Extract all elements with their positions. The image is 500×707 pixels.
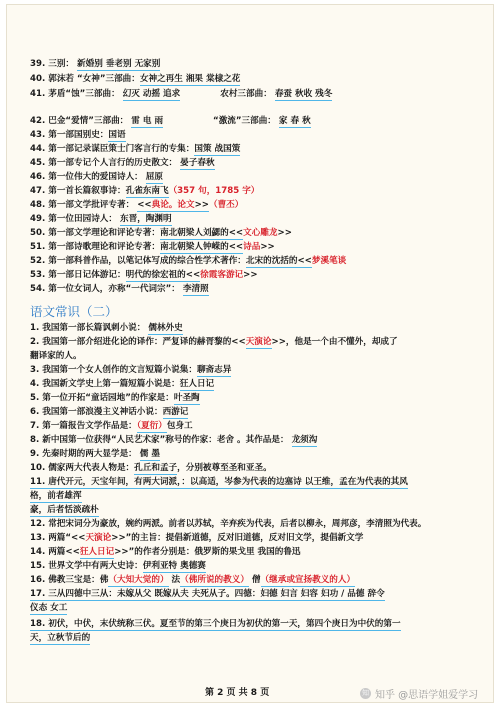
- list-item: 仪态 女工: [30, 603, 68, 613]
- list-item: 13. 两篇“<<天演论>>”的主旨：提倡新道德，反对旧道德，反对旧文学，提倡新文学: [30, 533, 364, 543]
- list-item: 9. 先秦时期的两大显学是： 儒 墨: [30, 449, 160, 459]
- item-54: 54. 第一位女词人，亦称“一代词宗”： 李清照: [30, 284, 209, 294]
- item-49: 49. 第一位田园诗人： 东晋，陶渊明: [30, 214, 172, 224]
- zhihu-icon: 知: [362, 689, 369, 697]
- list-item: 17. 三从四德中三从：未嫁从父 既嫁从夫 夫死从子。四德：妇德 妇言 妇容 妇功 / 品德 辞令: [30, 589, 385, 599]
- item-42: 42. 巴金“爱情”三部曲： 雷 电 雨 “激流”三部曲： 家 春 秋: [30, 116, 311, 126]
- list-item: 5. 第一位开拓“童话园地”的作家是：叶圣陶: [30, 393, 200, 403]
- watermark-text: 知乎 @思语学姐爱学习: [375, 690, 479, 701]
- item-43: 43. 第一部国别史：国语: [30, 130, 126, 140]
- item-51: 51. 第一部诗歌理论和评论专著：南北朝梁人钟嵘的<<诗品>>: [30, 242, 275, 252]
- item-41: 41. 茅盾“蚀”三部曲： 幻灭 动摇 追求 农村三部曲： 春蚕 秋收 残冬: [30, 89, 333, 99]
- list-item: 11. 唐代开元，天宝年间，有两大词派，：以高适，岑参为代表的边塞诗 以王维，孟在为代表的其风: [30, 477, 408, 487]
- list-item: 格，前者雄浑: [30, 491, 82, 501]
- list-item: 天，立秋节后的: [30, 633, 91, 643]
- item-40: 40. 郭沫若 “女神”三部曲：女神之再生 湘果 棠棣之花: [30, 74, 241, 84]
- list-item: 7. 第一篇报告文学作品是：（夏衍）包身工: [30, 421, 193, 431]
- list-item: 18. 初伏，中伏，末伏统称三伏。夏至节的第三个庚日为初伏的第一天，第四个庚日为中伏的第一: [30, 619, 401, 629]
- item-50: 50. 第一部文学理论和评论专著：南北朝梁人刘勰的<<文心雕龙>>: [30, 228, 292, 238]
- list-item: 10. 儒家两大代表人物是：孔丘和孟子，分别被尊至圣和亚圣。: [30, 463, 272, 473]
- item-39: 39. 三别： 新婚别 垂老别 无家别: [30, 59, 161, 69]
- list-item: 1. 我国第一部长篇讽刺小说： 儒林外史: [30, 323, 183, 333]
- list-item: 3. 我国第一个女人创作的文言短篇小说集：聊斋志异: [30, 365, 232, 375]
- list-item: 16. 佛教三宝是：佛（大知大觉的） 法（佛所说的教义） 僧（继承或宣扬教义的人）: [30, 575, 356, 585]
- list-item: 6. 我国第一部浪漫主义神话小说：西游记: [30, 407, 189, 417]
- list-item: 8. 新中国第一位获得“人民艺术家”称号的作家：老舍 。其作品是： 龙须沟: [30, 435, 318, 445]
- page-number: 第 2 页 共 8 页: [205, 688, 270, 698]
- section-title: 语文常识（二）: [30, 304, 118, 319]
- list-item: 豪，后者恬淡疏朴: [30, 505, 99, 515]
- item-53: 53. 第一部日记体游记：明代的徐宏祖的<<徐霞客游记>>: [30, 270, 258, 280]
- item-52: 52. 第一部科普作品，以笔记体写成的综合性学术著作：北宋的沈括的<<梦溪笔谈: [30, 256, 347, 266]
- item-47: 47. 第一首长篇叙事诗：孔雀东南飞（357 句，1785 字）: [30, 186, 260, 196]
- list-item: 4. 我国新文学史上第一篇短篇小说是：狂人日记: [30, 379, 215, 389]
- item-45: 45. 第一部专记个人言行的历史散文： 晏子春秋: [30, 158, 215, 168]
- list-item: 翻译家的人。: [30, 351, 82, 361]
- list-item: 15. 世界文学中有两大史诗：伊利亚特 奥德赛: [30, 561, 206, 571]
- list-item: 14. 两篇<<狂人日记>>”的作者分别是：俄罗斯的果戈里 我国的鲁迅: [30, 547, 301, 557]
- item-46: 46. 第一位伟大的爱国诗人： 屈原: [30, 172, 163, 182]
- item-44: 44. 第一部记录谋臣策士门客言行的专集：国策 战国策: [30, 144, 241, 154]
- list-item: 12. 常把宋词分为豪放，婉约两派。前者以苏轼，辛弃疾为代表，后者以柳永，周邦彦，李清照为代表。: [30, 519, 427, 529]
- item-48: 48. 第一部文学批评专著： <<典论。论文>>（曹丕）: [30, 200, 244, 210]
- list-item: 2. 我国第一部介绍进化论的译作：严复译的赫胥黎的<<天演论>>，他是一个由不懂外，却成了: [30, 337, 398, 347]
- watermark: [360, 686, 478, 701]
